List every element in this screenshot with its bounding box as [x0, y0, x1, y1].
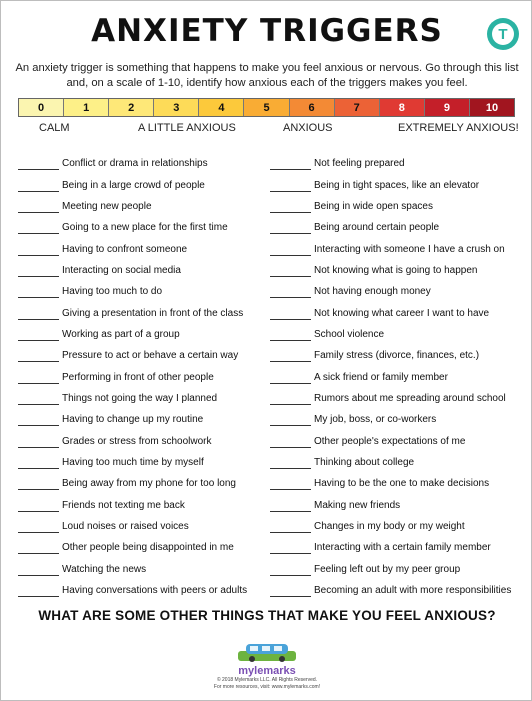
trigger-row: [270, 405, 528, 426]
trigger-row: [270, 256, 528, 277]
trigger-row: [270, 170, 528, 191]
rating-blank[interactable]: [18, 329, 59, 341]
rating-blank[interactable]: [270, 350, 311, 362]
trigger-label: Not knowing what career I want to have: [314, 307, 490, 319]
trigger-label: Being in a large crowd of people: [62, 179, 205, 191]
trigger-label: Having too much to do: [62, 286, 163, 298]
rating-blank[interactable]: [270, 180, 311, 192]
resources-text: For more resources, visit: www.mylemarks.com!: [213, 684, 321, 690]
rating-blank[interactable]: [18, 500, 59, 512]
rating-blank[interactable]: [18, 201, 59, 213]
scale-labels: [1, 122, 532, 136]
trigger-row: [270, 533, 528, 554]
rating-blank[interactable]: [18, 372, 59, 384]
rating-blank[interactable]: [270, 308, 311, 320]
trigger-label: A sick friend or family member: [314, 371, 448, 383]
rating-blank[interactable]: [18, 414, 59, 426]
trigger-row: [18, 170, 262, 191]
trigger-row: [18, 384, 262, 405]
trigger-row: [270, 149, 528, 170]
rating-blank[interactable]: [18, 564, 59, 576]
rating-blank[interactable]: [270, 414, 311, 426]
trigger-label: Family stress (divorce, finances, etc.): [314, 350, 480, 362]
trigger-list-left: [18, 149, 262, 597]
trigger-label: Thinking about college: [314, 456, 415, 468]
trigger-label: Other people's expectations of me: [314, 435, 466, 447]
trigger-label: Feeling left out by my peer group: [314, 563, 461, 575]
trigger-row: [270, 384, 528, 405]
rating-blank[interactable]: [270, 478, 311, 490]
trigger-label: Being in wide open spaces: [314, 200, 433, 212]
brand-logo-badge: [487, 18, 519, 50]
rating-blank[interactable]: [18, 542, 59, 554]
trigger-row: [18, 448, 262, 469]
trigger-label: Not feeling prepared: [314, 158, 405, 170]
scale-cell-1: 1: [64, 99, 109, 116]
trigger-label: Making new friends: [314, 499, 401, 511]
trigger-row: [18, 469, 262, 490]
rating-blank[interactable]: [18, 265, 59, 277]
trigger-label: Going to a new place for the first time: [62, 222, 228, 234]
trigger-row: [270, 234, 528, 255]
rating-blank[interactable]: [18, 350, 59, 362]
rating-blank[interactable]: [270, 372, 311, 384]
trigger-list-right: [270, 149, 528, 597]
trigger-row: [18, 192, 262, 213]
scale-label-calm: CALM: [39, 122, 70, 134]
trigger-label: Not having enough money: [314, 286, 431, 298]
trigger-row: [18, 234, 262, 255]
trigger-label: Having too much time by myself: [62, 456, 204, 468]
trigger-row: [270, 448, 528, 469]
trigger-row: [18, 554, 262, 575]
trigger-row: [270, 213, 528, 234]
scale-cell-6: 6: [290, 99, 335, 116]
trigger-row: [18, 213, 262, 234]
trigger-label: Pressure to act or behave a certain way: [62, 350, 239, 362]
trigger-label: Having conversations with peers or adults: [62, 584, 248, 596]
anxiety-scale: [18, 98, 515, 117]
trigger-row: [18, 576, 262, 597]
trigger-label: Being in tight spaces, like an elevator: [314, 179, 480, 191]
trigger-row: [18, 426, 262, 447]
trigger-row: [18, 490, 262, 511]
trigger-row: [18, 320, 262, 341]
scale-cell-7: 7: [335, 99, 380, 116]
rating-blank[interactable]: [270, 436, 311, 448]
rating-blank[interactable]: [270, 265, 311, 277]
rating-blank[interactable]: [270, 564, 311, 576]
scale-cell-9: 9: [425, 99, 470, 116]
page-title: ANXIETY TRIGGERS: [91, 13, 443, 49]
trigger-row: [270, 469, 528, 490]
rating-blank[interactable]: [270, 286, 311, 298]
rating-blank[interactable]: [18, 521, 59, 533]
follow-up-question: WHAT ARE SOME OTHER THINGS THAT MAKE YOU FEEL ANXIOUS?: [38, 608, 496, 623]
trigger-label: Interacting on social media: [62, 264, 181, 276]
trigger-label: Interacting with a certain family member: [314, 542, 491, 554]
trigger-row: [270, 554, 528, 575]
trigger-label: My job, boss, or co-workers: [314, 414, 437, 426]
trigger-label: Not knowing what is going to happen: [314, 264, 478, 276]
rating-blank[interactable]: [270, 500, 311, 512]
trigger-label: Being away from my phone for too long: [62, 478, 236, 490]
rating-blank[interactable]: [270, 585, 311, 597]
rating-blank[interactable]: [270, 393, 311, 405]
rating-blank[interactable]: [18, 436, 59, 448]
trigger-label: Changes in my body or my weight: [314, 520, 465, 532]
trigger-label: Watching the news: [62, 563, 147, 575]
rating-blank[interactable]: [270, 542, 311, 554]
rating-blank[interactable]: [270, 158, 311, 170]
rating-blank[interactable]: [18, 393, 59, 405]
trigger-label: Conflict or drama in relationships: [62, 158, 208, 170]
trigger-row: [270, 512, 528, 533]
rating-blank[interactable]: [18, 244, 59, 256]
trigger-label: Things not going the way I planned: [62, 392, 218, 404]
trigger-row: [270, 576, 528, 597]
trigger-row: [18, 533, 262, 554]
scale-cell-10: 10: [470, 99, 514, 116]
trigger-label: Performing in front of other people: [62, 371, 214, 383]
rating-blank[interactable]: [18, 286, 59, 298]
trigger-label: Having to be the one to make decisions: [314, 478, 490, 490]
copyright-text: © 2018 Mylemarks LLC. All Rights Reserved.: [216, 677, 318, 683]
trigger-row: [18, 277, 262, 298]
trigger-row: [18, 149, 262, 170]
trigger-label: Friends not texting me back: [62, 499, 185, 511]
trigger-row: [18, 256, 262, 277]
trigger-row: [270, 341, 528, 362]
scale-label-a-little-anxious: A LITTLE ANXIOUS: [138, 122, 236, 134]
trigger-label: Grades or stress from schoolwork: [62, 435, 212, 447]
trigger-label: Giving a presentation in front of the class: [62, 307, 244, 319]
trigger-row: [270, 490, 528, 511]
scale-cell-4: 4: [199, 99, 244, 116]
scale-label-extremely-anxious: EXTREMELY ANXIOUS!: [398, 122, 519, 134]
scale-label-anxious: ANXIOUS: [283, 122, 333, 134]
rating-blank[interactable]: [270, 457, 311, 469]
scale-cell-5: 5: [244, 99, 289, 116]
trigger-label: Loud noises or raised voices: [62, 520, 189, 532]
brand-footer: [1, 637, 532, 691]
rating-blank[interactable]: [18, 180, 59, 192]
trigger-row: [18, 512, 262, 533]
rating-blank[interactable]: [18, 222, 59, 234]
trigger-row: [18, 298, 262, 319]
trigger-label: Other people being disappointed in me: [62, 542, 234, 554]
intro-paragraph: An anxiety trigger is something that happens to make you feel anxious or nervous. Go through this list and, on a scale of 1-10, identify how anxious each of the triggers makes you feel.: [15, 62, 519, 89]
rating-blank[interactable]: [270, 244, 311, 256]
rating-blank[interactable]: [270, 201, 311, 213]
trigger-label: School violence: [314, 328, 385, 340]
rating-blank[interactable]: [18, 585, 59, 597]
scale-cell-3: 3: [154, 99, 199, 116]
trigger-row: [18, 405, 262, 426]
scale-cell-8: 8: [380, 99, 425, 116]
trigger-label: Interacting with someone I have a crush on: [314, 243, 505, 255]
trigger-label: Being around certain people: [314, 222, 440, 234]
trigger-label: Rumors about me spreading around school: [314, 392, 506, 404]
mylemarks-logo-icon: [232, 637, 302, 663]
trigger-label: Having to confront someone: [62, 243, 188, 255]
rating-blank[interactable]: [18, 308, 59, 320]
trigger-label: Working as part of a group: [62, 328, 180, 340]
rating-blank[interactable]: [270, 222, 311, 234]
scale-cell-0: 0: [19, 99, 64, 116]
trigger-label: Becoming an adult with more responsibilities: [314, 584, 512, 596]
trigger-row: [270, 192, 528, 213]
trigger-row: [270, 426, 528, 447]
rating-blank[interactable]: [18, 478, 59, 490]
trigger-row: [270, 277, 528, 298]
trigger-label: Meeting new people: [62, 200, 152, 212]
trigger-row: [270, 362, 528, 383]
brand-name: mylemarks: [238, 665, 296, 677]
trigger-row: [18, 362, 262, 383]
trigger-row: [270, 298, 528, 319]
trigger-label: Having to change up my routine: [62, 414, 204, 426]
rating-blank[interactable]: [18, 457, 59, 469]
rating-blank[interactable]: [18, 158, 59, 170]
rating-blank[interactable]: [270, 329, 311, 341]
trigger-row: [270, 320, 528, 341]
trigger-row: [18, 341, 262, 362]
rating-blank[interactable]: [270, 521, 311, 533]
scale-cell-2: 2: [109, 99, 154, 116]
logo-letter: T: [492, 23, 514, 45]
